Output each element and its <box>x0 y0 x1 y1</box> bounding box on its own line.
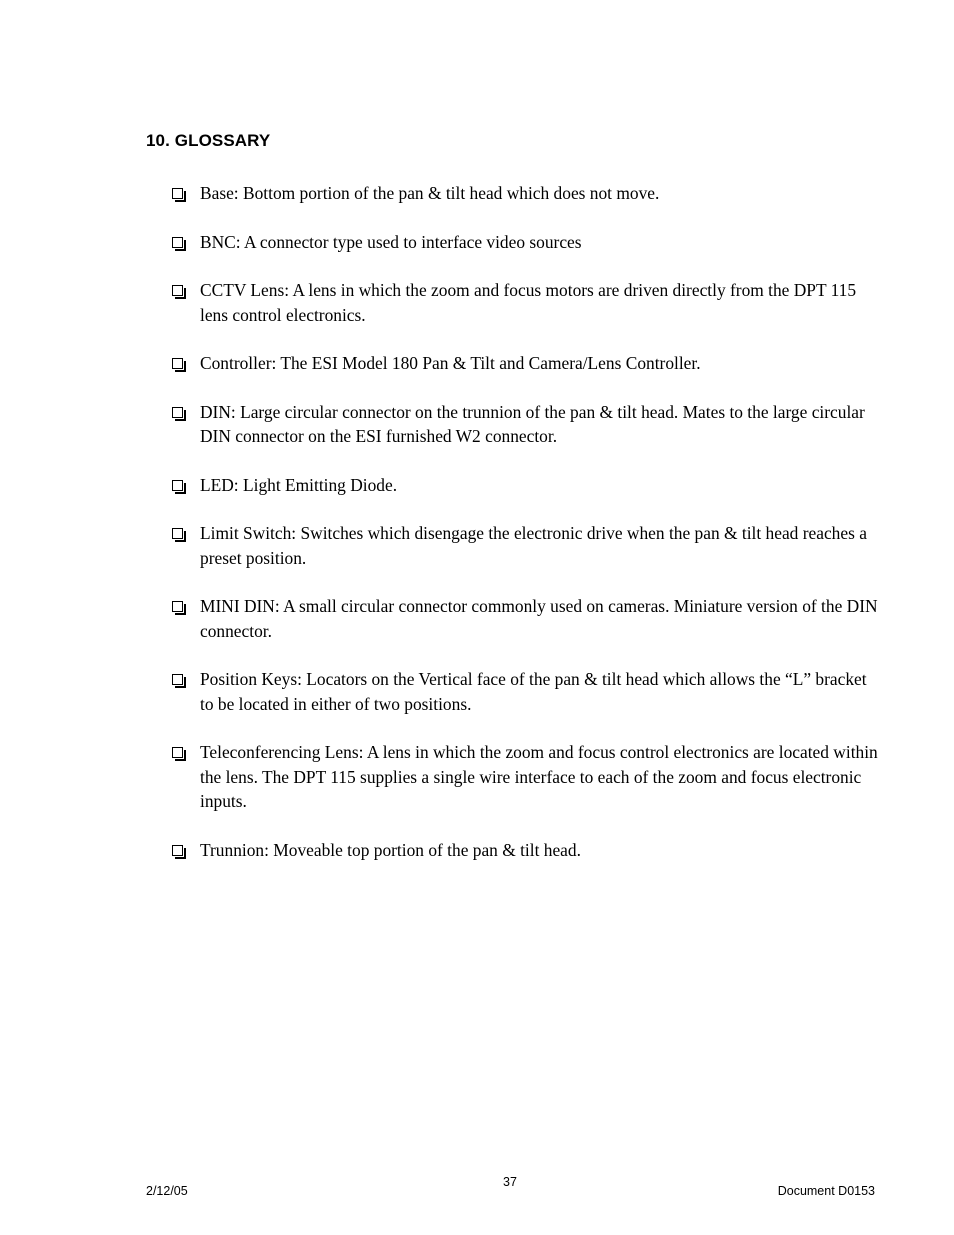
page-number: 37 <box>503 1175 517 1189</box>
glossary-item <box>172 278 882 327</box>
glossary-item-text: MINI DIN: A small circular connector commonly used on cameras. Miniature version of the DIN connector. <box>200 596 878 641</box>
checkbox-bullet-icon <box>172 285 183 296</box>
glossary-item-text: Trunnion: Moveable top portion of the pan & tilt head. <box>200 839 581 860</box>
checkbox-bullet-icon <box>172 237 183 248</box>
section-heading: 10. GLOSSARY <box>146 131 271 150</box>
checkbox-bullet-icon <box>172 845 183 856</box>
document-id: Document D0153 <box>777 1184 875 1198</box>
glossary-item <box>172 473 882 498</box>
glossary-item <box>172 521 882 570</box>
glossary-item-text: Controller: The ESI Model 180 Pan & Tilt and Camera/Lens Controller. <box>200 353 701 373</box>
glossary-item <box>172 740 882 814</box>
checkbox-bullet-icon <box>172 188 183 199</box>
glossary-item <box>172 181 882 206</box>
glossary-item-text: BNC: A connector type used to interface video sources <box>200 231 582 252</box>
glossary-item <box>172 594 882 643</box>
checkbox-bullet-icon <box>172 358 183 369</box>
glossary-item <box>172 400 882 449</box>
glossary-item-text: Base: Bottom portion of the pan & tilt head which does not move. <box>200 183 660 203</box>
glossary-list <box>172 181 882 886</box>
glossary-item <box>172 667 882 716</box>
checkbox-bullet-icon <box>172 528 183 539</box>
glossary-item-text: LED: Light Emitting Diode. <box>200 474 398 495</box>
glossary-item-text: CCTV Lens: A lens in which the zoom and focus motors are driven directly from the DPT 115 lens control electronics. <box>200 280 857 325</box>
checkbox-bullet-icon <box>172 747 183 758</box>
glossary-item-text: DIN: Large circular connector on the trunnion of the pan & tilt head. Mates to the large circular DIN connector on the ESI furnished W2 connector. <box>200 401 865 446</box>
glossary-item-text: Teleconferencing Lens: A lens in which the zoom and focus control electronics are located within the lens. The DPT 115 supplies a single wire interface to each of the zoom and focus electronic inputs. <box>200 742 878 811</box>
glossary-item <box>172 838 882 863</box>
checkbox-bullet-icon <box>172 601 183 612</box>
checkbox-bullet-icon <box>172 480 183 491</box>
glossary-item <box>172 230 882 255</box>
glossary-item <box>172 351 882 376</box>
footer-date: 2/12/05 <box>146 1184 188 1198</box>
glossary-item-text: Limit Switch: Switches which disengage the electronic drive when the pan & tilt head reaches a preset position. <box>200 523 867 568</box>
glossary-item-text: Position Keys: Locators on the Vertical face of the pan & tilt head which allows the “L” bracket to be located in either of two positions. <box>200 669 867 714</box>
checkbox-bullet-icon <box>172 674 183 685</box>
checkbox-bullet-icon <box>172 407 183 418</box>
